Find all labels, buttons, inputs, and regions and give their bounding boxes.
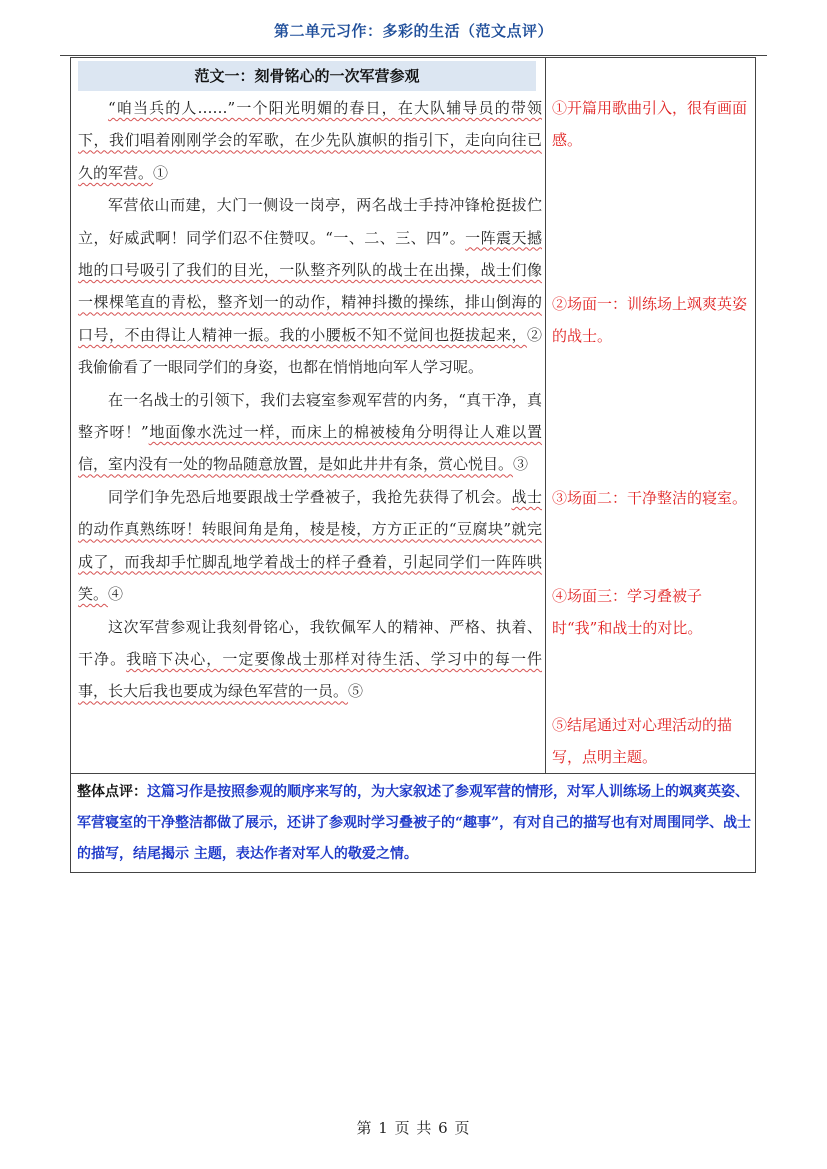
essay-paragraph-3: 在一名战士的引领下，我们去寝室参观军营的内务，“真干净，真整齐呀！”地面像水洗过一样，而床上的棉被棱角分明得让人难以置信，室内没有一处的物品随意放置，是如此井井有条，赏心悦目。③ — [78, 390, 542, 474]
comment-4: ④场面三：学习叠被子时“我”和战士的对比。 — [552, 587, 703, 637]
essay-paragraph-2: 军营依山而建，大门一侧设一岗亭，两名战士手持冲锋枪挺拔伫立，好威武啊！同学们忍不住赞叹。“一、二、三、四”。一阵震天撼地的口号吸引了我们的目光，一队整齐列队的战士在出操，战士们像一棵棵笔直的青松，整齐划一的动作，精神抖擞的操练，排山倒海的口号，不由得让人精神一振。我的小腰板不知不觉间也挺拔起来，②我偷偷看了一眼同学们的身姿，也都在悄悄地向军人学习呢。 — [78, 196, 542, 377]
essay-title: 范文一：刻骨铭心的一次军营参观 — [78, 61, 536, 91]
overall-review-label: 整体点评： — [77, 784, 147, 800]
essay-column — [71, 58, 546, 773]
essay-paragraph-1: “咱当兵的人……”一个阳光明媚的春日，在大队辅导员的带领下，我们唱着刚刚学会的军歌，在少先队旗帜的指引下，走向向往已久的军营。① — [78, 99, 542, 182]
comment-2: ②场面一：训练场上飒爽英姿的战士。 — [552, 295, 748, 345]
comment-column — [546, 58, 755, 773]
highlighted-sentence: 战士的动作真熟练呀！转眼间角是角，棱是棱，方方正正的“豆腐块”就完成了，而我却手忙脚乱地学着战士的样子叠着，引起同学们一阵阵哄笑。 — [78, 487, 542, 604]
overall-review — [71, 773, 755, 872]
essay-paragraph-5: 这次军营参观让我刻骨铭心，我钦佩军人的精神、严格、执着、干净。我暗下决心，一定要像战士那样对待生活、学习中的每一件事，长大后我也要成为绿色军营的一员。⑤ — [78, 617, 542, 701]
overall-review-text: 整体点评：这篇习作是按照参观的顺序来写的，为大家叙述了参观军营的情形，对军人训练场上的飒爽英姿、军营寝室的干净整洁都做了展示，还讲了参观时学习叠被子的“趣事”，有对自己的描写也有对周围同学、战士的描写，结尾揭示 主题，表达作者对军人的敬爱之情。 — [77, 784, 752, 862]
page-number: 第 1 页 共 6 页 — [356, 1119, 471, 1137]
highlighted-sentence: 我暗下决心，一定要像战士那样对待生活、学习中的每一件事，长大后我也要成为绿色军营的一员。 — [78, 649, 542, 701]
comment-5: ⑤结尾通过对心理活动的描写，点明主题。 — [552, 716, 733, 766]
comment-1: ①开篇用歌曲引入，很有画面感。 — [552, 99, 748, 149]
comment-3: ③场面二：干净整洁的寝室。 — [552, 489, 748, 507]
highlighted-sentence: 一阵震天撼地的口号吸引了我们的目光，一队整齐列队的战士在出操，战士们像一棵棵笔直的青松，整齐划一的动作，精神抖擞的操练，排山倒海的口号，不由得让人精神一振。我的小腰板不知不觉间也挺拔起来， — [78, 228, 542, 344]
essay-paragraph-4: 同学们争先恐后地要跟战士学叠被子，我抢先获得了机会。战士的动作真熟练呀！转眼间角是角，棱是棱，方方正正的“豆腐块”就完成了，而我却手忙脚乱地学着战士的样子叠着，引起同学们一阵阵哄笑。④ — [78, 487, 542, 604]
page-title: 第二单元习作：多彩的生活（范文点评） — [273, 22, 553, 40]
essay-body — [78, 92, 542, 708]
essay-review-table — [70, 57, 756, 873]
header-divider — [60, 55, 767, 56]
highlighted-sentence: 地面像水洗过一样，而床上的棉被棱角分明得让人难以置信，室内没有一处的物品随意放置，是如此井井有条，赏心悦目。 — [78, 423, 542, 474]
highlighted-sentence: “咱当兵的人……”一个阳光明媚的春日，在大队辅导员的带领下，我们唱着刚刚学会的军歌，在少先队旗帜的指引下，走向向往已久的军营。 — [78, 99, 542, 182]
